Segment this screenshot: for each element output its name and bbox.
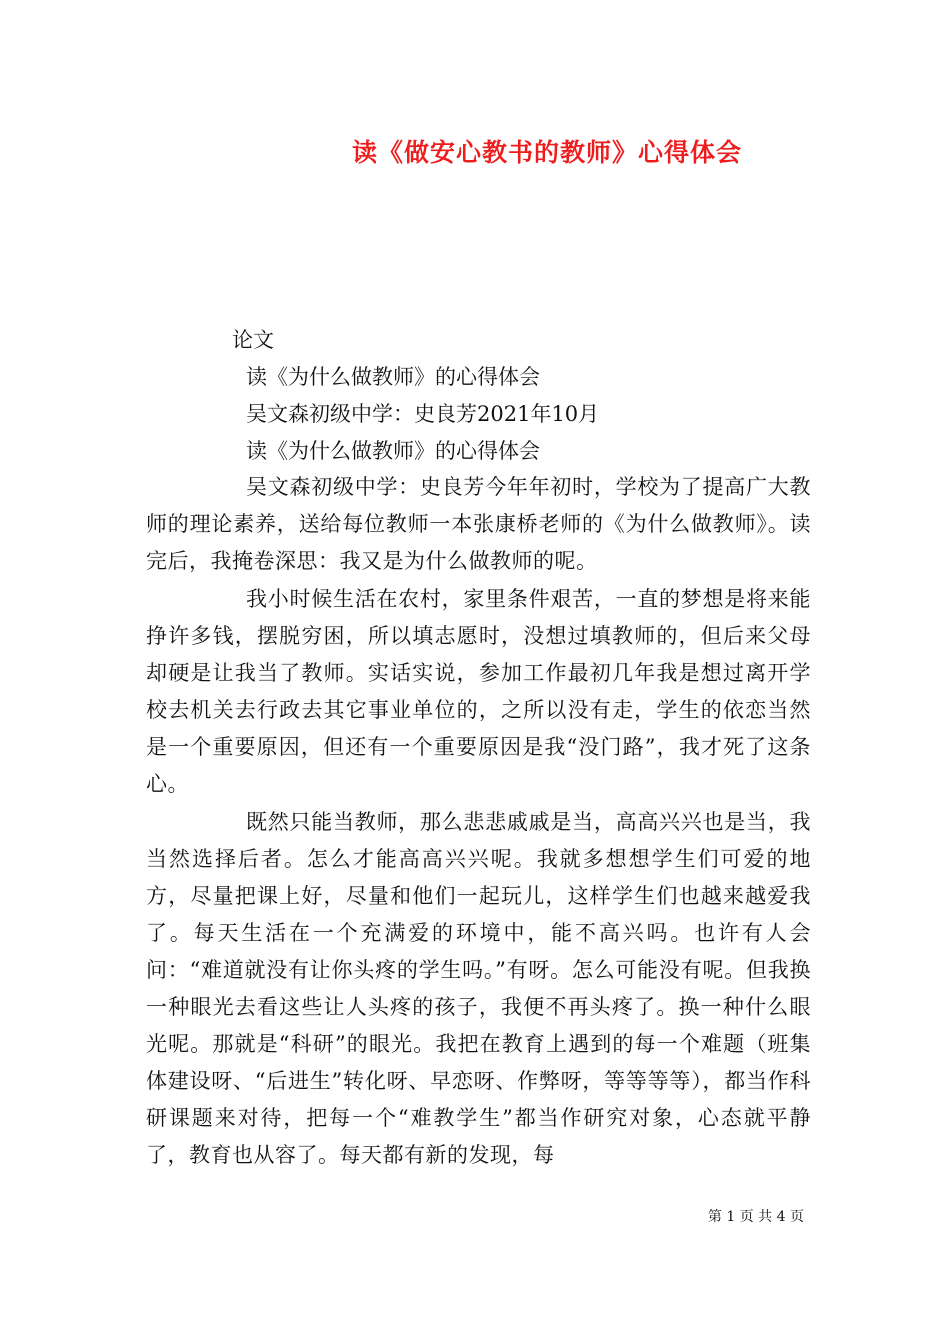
document-body [146,469,811,1174]
author-date-line: 吴文森初级中学：史良芳2021年10月 [246,402,600,426]
paragraph: 吴文森初级中学：史良芳今年年初时，学校为了提高广大教师的理论素养，送给每位教师一本张康桥老师的《为什么做教师》。读完后，我掩卷深思：我又是为什么做教师的呢。 [146,475,811,573]
subtitle-line-repeat: 读《为什么做教师》的心得体会 [246,439,540,463]
subtitle-line: 读《为什么做教师》的心得体会 [246,365,540,389]
paragraph: 我小时候生活在农村，家里条件艰苦，一直的梦想是将来能挣许多钱，摆脱穷困，所以填志愿时，没想过填教师的，但后来父母却硬是让我当了教师。实话实说，参加工作最初几年我是想过离开学校去机关去行政去其它事业单位的，之所以没有走，学生的依恋当然是一个重要原因，但还有一个重要原因是我“没门路”，我才死了这条心。 [146,587,811,796]
page-number-footer: 第 1 页 共 4 页 [707,1209,804,1225]
label-lunwen: 论文 [232,328,274,352]
document-title: 读《做安心教书的教师》心得体会 [352,138,743,167]
paragraph: 既然只能当教师，那么悲悲戚戚是当，高高兴兴也是当，我当然选择后者。怎么才能高高兴兴呢。我就多想想学生们可爱的地方，尽量把课上好，尽量和他们一起玩儿，这样学生们也越来越爱我了。每天生活在一个充满爱的环境中，能不高兴吗。也许有人会问：“难道就没有让你头疼的学生吗。”有呀。怎么可能没有呢。但我换一种眼光去看这些让人头疼的孩子，我便不再头疼了。换一种什么眼光呢。那就是“科研”的眼光。我把在教育上遇到的每一个难题（班集体建设呀、“后进生”转化呀、早恋呀、作弊呀，等等等等），都当作科研课题来对待，把每一个“难教学生”都当作研究对象，心态就平静了，教育也从容了。每天都有新的发现，每 [146,810,811,1167]
